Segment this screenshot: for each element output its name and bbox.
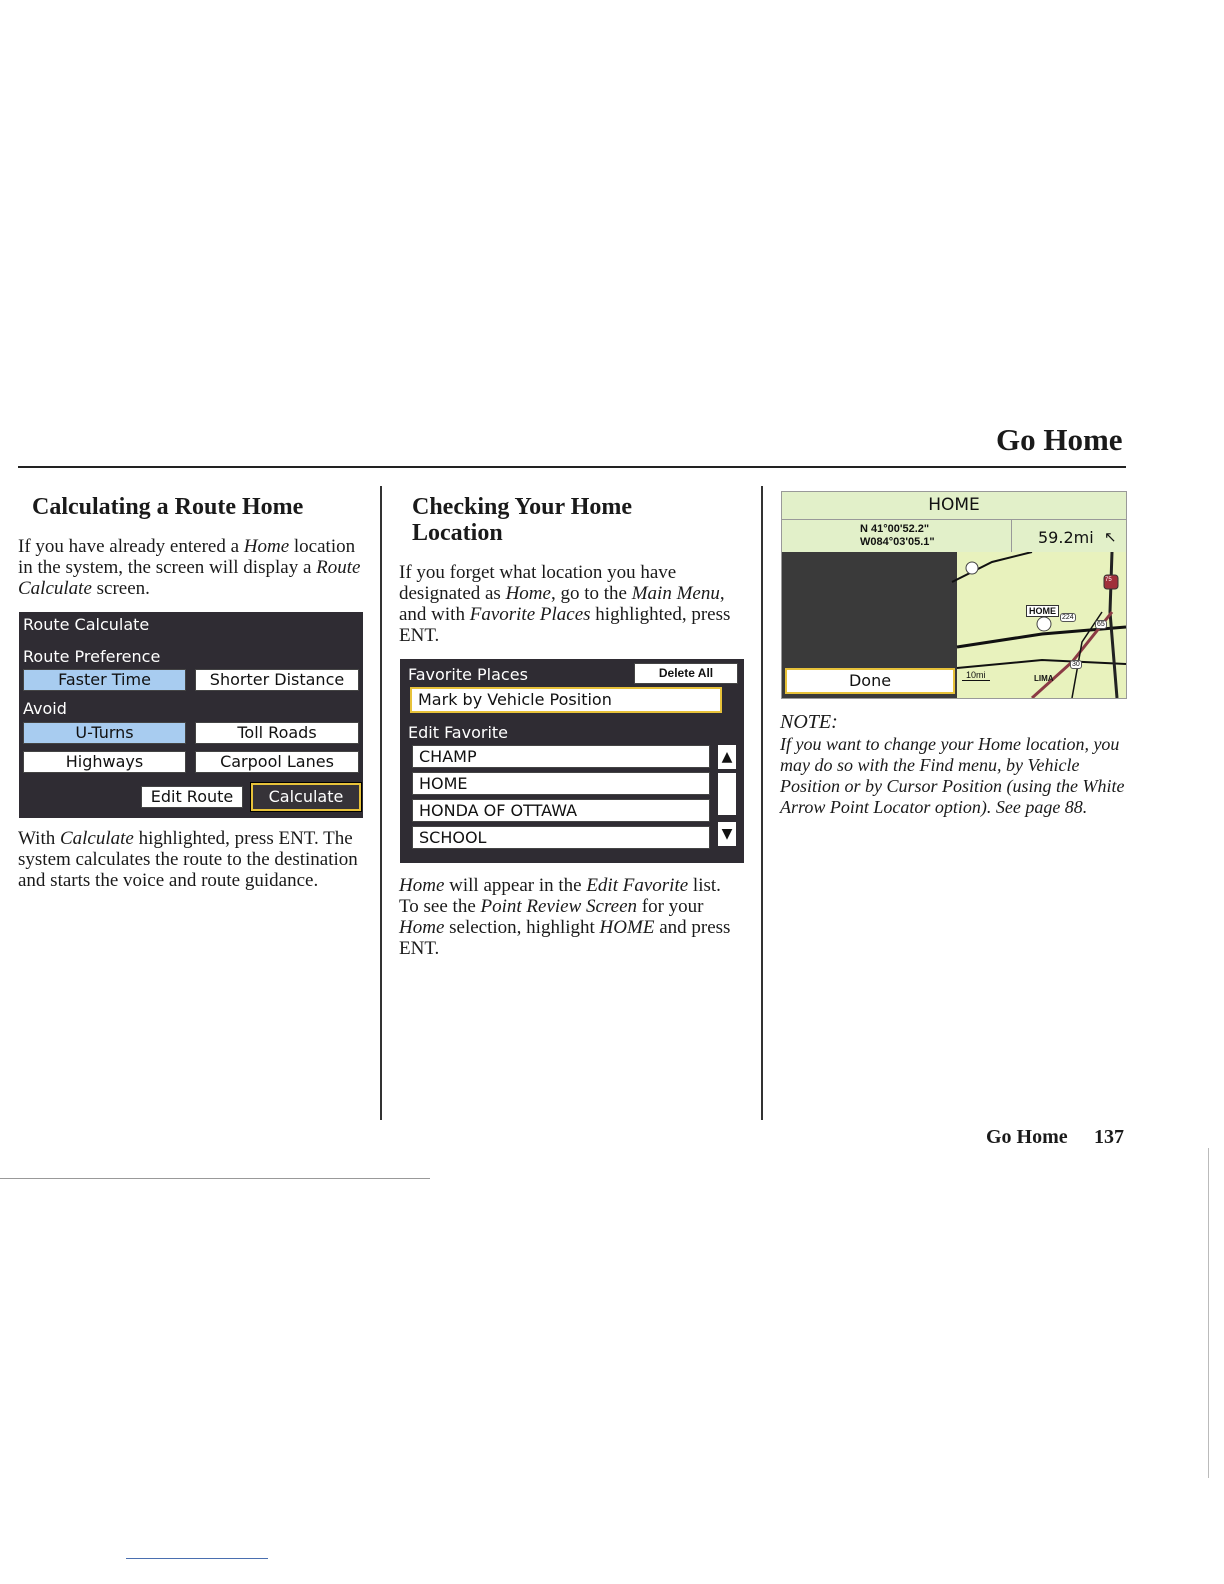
text-segment: , go to the bbox=[550, 583, 632, 604]
north-compass-icon bbox=[966, 562, 978, 574]
text-segment: highlighted, press ENT. bbox=[399, 604, 731, 646]
faster-time-button[interactable]: Faster Time bbox=[23, 669, 186, 691]
text-segment: Home bbox=[243, 536, 290, 557]
favorite-item[interactable]: CHAMP bbox=[412, 745, 710, 768]
edit-route-button[interactable]: Edit Route bbox=[141, 786, 243, 808]
map-scale: 10mi bbox=[962, 670, 990, 681]
shorter-distance-button[interactable]: Shorter Distance bbox=[195, 669, 359, 691]
favorite-item[interactable]: HONDA OF OTTAWA bbox=[412, 799, 710, 822]
text-segment: HOME bbox=[599, 917, 655, 938]
text-segment: highlighted, press ENT. The system calculates the route to the destination and starts the voice and route guidance. bbox=[18, 828, 358, 891]
favorite-item[interactable]: HOME bbox=[412, 772, 710, 795]
route-preference-label: Route Preference bbox=[23, 647, 161, 666]
shield-65: 65 bbox=[1097, 621, 1105, 628]
left-after bbox=[18, 828, 363, 891]
note-heading: NOTE: bbox=[780, 711, 838, 733]
text-segment: will appear in the bbox=[444, 875, 587, 896]
text-segment: If you forget what location you have designated as bbox=[399, 562, 677, 604]
screen-title: Favorite Places bbox=[408, 665, 528, 684]
scroll-down-icon[interactable]: ▼ bbox=[718, 822, 736, 846]
header-rule bbox=[18, 466, 1126, 468]
middle-heading-line1: Checking Your Home bbox=[412, 494, 633, 520]
text-segment: Edit Favorite bbox=[586, 875, 689, 896]
text-segment: Favorite Places bbox=[469, 604, 591, 625]
page-title: Go Home bbox=[996, 422, 1123, 457]
route-calculate-screen bbox=[19, 612, 363, 818]
shield-30: 30 bbox=[1072, 661, 1080, 668]
home-marker: HOME bbox=[1026, 605, 1059, 617]
text-segment: Calculate bbox=[59, 828, 134, 849]
shield-75: 75 bbox=[1105, 577, 1112, 583]
header-divider bbox=[1011, 520, 1012, 552]
footer-section: Go Home bbox=[986, 1126, 1068, 1148]
distance-readout: 59.2mi bbox=[1038, 528, 1094, 547]
scrollbar-thumb[interactable] bbox=[718, 773, 736, 815]
text-segment: If you have already entered a bbox=[18, 536, 244, 557]
middle-heading-line2: Location bbox=[412, 520, 503, 546]
mark-by-vehicle-position-button[interactable]: Mark by Vehicle Position bbox=[410, 687, 722, 713]
latitude: N 41°00'52.2" bbox=[860, 523, 930, 535]
page-edge-line bbox=[1208, 1148, 1209, 1478]
text-segment: , and with bbox=[399, 583, 725, 625]
shield-224: 224 bbox=[1062, 614, 1074, 621]
scroll-up-icon[interactable]: ▲ bbox=[718, 745, 736, 769]
toll-roads-button[interactable]: Toll Roads bbox=[195, 722, 359, 744]
bottom-rule bbox=[0, 1178, 430, 1179]
favorite-item[interactable]: SCHOOL bbox=[412, 826, 710, 849]
text-segment: selection, highlight bbox=[444, 917, 600, 938]
calculate-button[interactable]: Calculate bbox=[251, 783, 361, 811]
text-segment: Main Menu bbox=[631, 583, 720, 604]
edit-favorite-label: Edit Favorite bbox=[408, 723, 509, 742]
left-intro bbox=[18, 536, 363, 599]
text-segment: screen. bbox=[91, 578, 150, 599]
text-segment: location in the system, the screen will display a bbox=[18, 536, 356, 578]
page-number: 137 bbox=[1094, 1126, 1124, 1148]
text-segment: and press ENT. bbox=[399, 917, 731, 959]
text-segment: Home bbox=[399, 875, 445, 896]
text-segment: for your bbox=[637, 896, 704, 917]
avoid-label: Avoid bbox=[23, 699, 67, 718]
text-segment: Home bbox=[505, 583, 551, 604]
left-heading: Calculating a Route Home bbox=[32, 494, 304, 520]
highways-button[interactable]: Highways bbox=[23, 751, 186, 773]
note-text: If you want to change your Home location, you may do so with the Find menu, by Vehicle Position or by Cursor Position (using the White Arrow Point Locator option). See page 88. bbox=[780, 734, 1125, 817]
middle-intro bbox=[399, 562, 744, 646]
column-divider-1 bbox=[380, 486, 382, 1120]
text-segment: Home bbox=[399, 917, 445, 938]
text-segment: list. To see the bbox=[399, 875, 721, 917]
footer-link-underline bbox=[126, 1558, 268, 1559]
u-turns-button[interactable]: U-Turns bbox=[23, 722, 186, 744]
direction-arrow-icon: ↖ bbox=[1104, 530, 1117, 546]
done-button[interactable]: Done bbox=[785, 668, 955, 694]
text-segment: With bbox=[18, 828, 60, 849]
column-divider-2 bbox=[761, 486, 763, 1120]
longitude: W084°03'05.1" bbox=[860, 536, 935, 548]
text-segment: Point Review Screen bbox=[480, 896, 638, 917]
delete-all-button[interactable]: Delete All bbox=[634, 663, 738, 684]
city-label: LIMA bbox=[1034, 674, 1054, 683]
screen-title: Route Calculate bbox=[23, 615, 150, 634]
text-segment: Route Calculate bbox=[18, 557, 361, 599]
carpool-lanes-button[interactable]: Carpool Lanes bbox=[195, 751, 359, 773]
favorite-places-screen bbox=[400, 659, 744, 863]
vehicle-position-icon bbox=[1037, 617, 1051, 631]
map-title: HOME bbox=[782, 492, 1126, 520]
home-map-screen bbox=[781, 491, 1127, 699]
middle-after bbox=[399, 875, 744, 959]
